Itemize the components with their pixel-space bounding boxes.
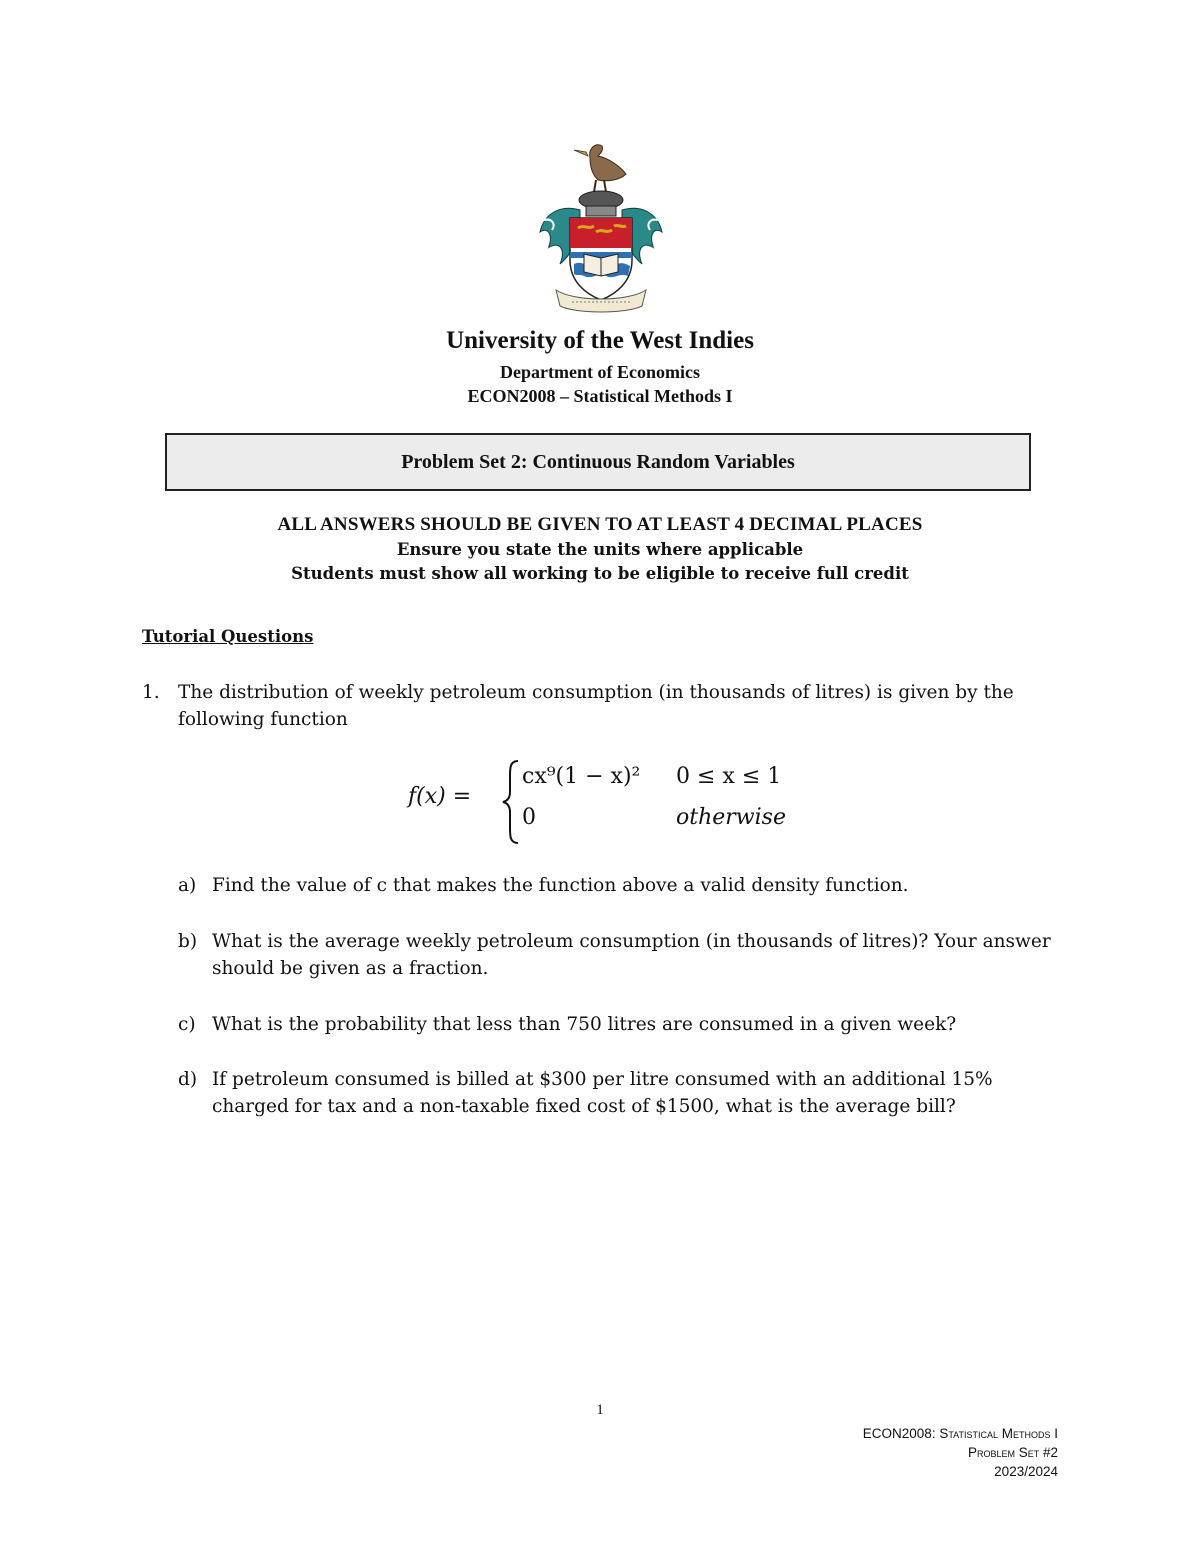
instruction-show-working: Students must show all working to be eligible to receive full credit [291,564,909,583]
left-brace-icon [501,758,521,846]
page-number: 1 [596,1402,604,1418]
formula-lhs: f(x) = [408,784,472,809]
university-crest-logo [530,140,672,315]
part-b-label: b) [178,931,198,952]
instruction-units: Ensure you state the units where applicable [396,540,804,559]
question-1-text: The distribution of weekly petroleum consumption (in thousands of litres) is given by the following function [178,682,1014,730]
footer-info [863,1424,1058,1481]
part-d-label: d) [178,1069,198,1090]
footer-problem-set: Problem Set #2 [967,1445,1058,1460]
density-function-formula [408,758,808,846]
part-a-text: Find the value of c that makes the function above a valid density function. [212,875,909,896]
formula-case2-condition: otherwise [676,805,786,830]
problem-set-title-box [165,433,1031,491]
part-d-text: If petroleum consumed is billed at $300 per litre consumed with an additional 15% charged for tax and a non-taxable fixed cost of $1500, what is the average bill? [212,1069,993,1117]
part-a-label: a) [178,875,197,896]
formula-case2-expression: 0 [522,805,536,830]
part-c-text: What is the probability that less than 750 litres are consumed in a given week? [212,1014,957,1035]
formula-case1-expression: cx⁹(1 − x)² [522,764,641,789]
university-name: University of the West Indies [446,327,754,354]
footer-year: 2023/2024 [994,1464,1058,1479]
part-b-text: What is the average weekly petroleum consumption (in thousands of litres)? Your answer should be given as a fraction. [212,931,1051,979]
problem-set-title: Problem Set 2: Continuous Random Variables [401,450,795,473]
department-name: Department of Economics [500,362,700,382]
part-c-label: c) [178,1014,196,1035]
question-1-number: 1. [142,682,160,703]
footer-course: ECON2008: Statistical Methods I [862,1426,1058,1441]
formula-case1-condition: 0 ≤ x ≤ 1 [676,764,782,789]
course-title: ECON2008 – Statistical Methods I [467,386,733,406]
section-title-tutorial-questions: Tutorial Questions [142,627,314,646]
instruction-decimal-places: ALL ANSWERS SHOULD BE GIVEN TO AT LEAST 4 DECIMAL PLACES [277,514,923,535]
